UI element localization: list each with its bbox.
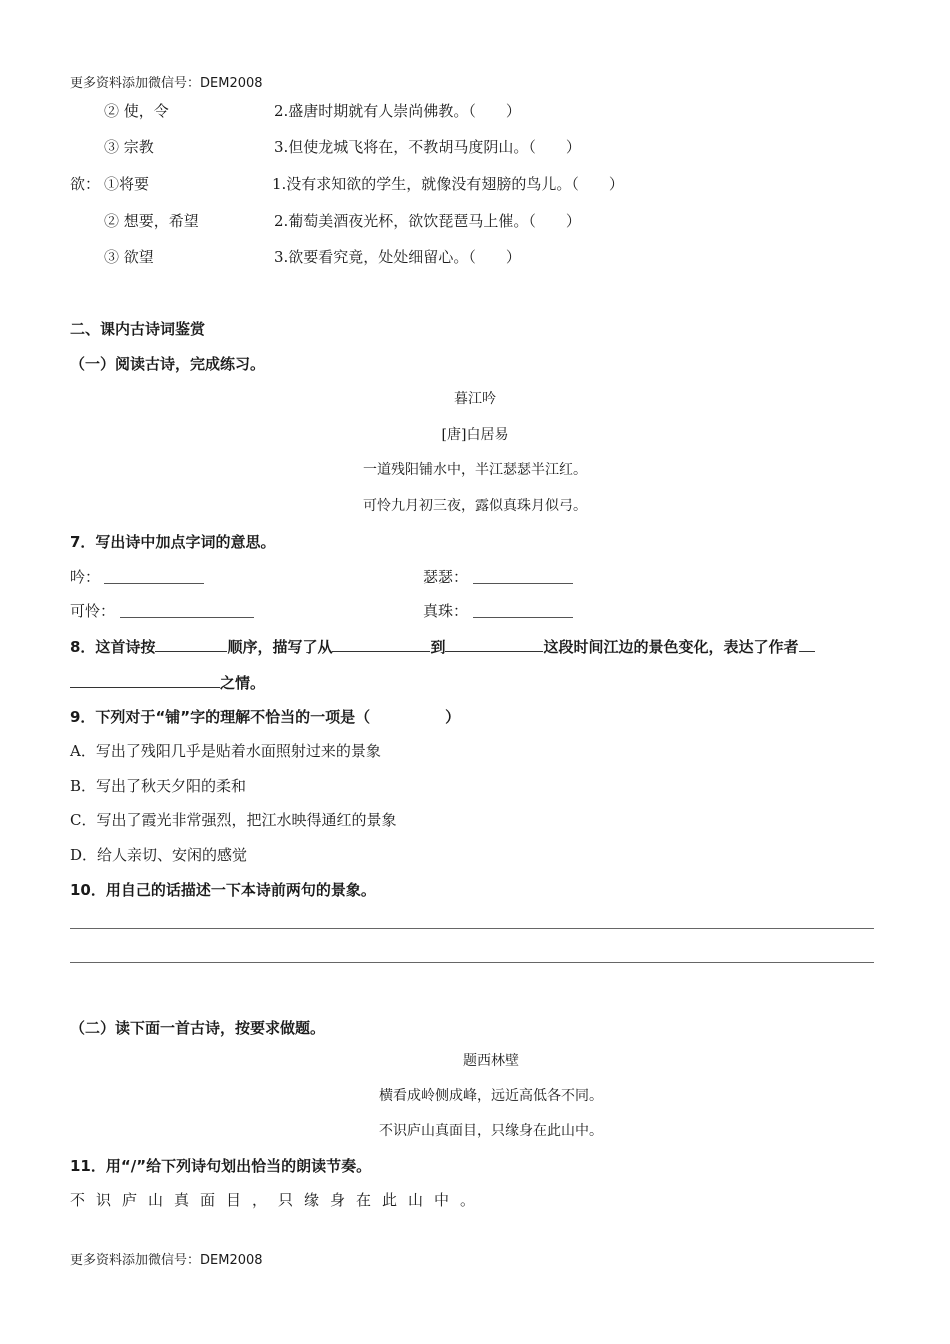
poem-author: [唐]白居易 [441,427,509,443]
answer-line[interactable] [70,962,874,963]
question-8-cont [70,672,265,693]
question-9: 9．下列对于“铺”字的理解不恰当的一项是（ ） [70,708,461,726]
answer-blank[interactable] [473,582,573,584]
q8-text: 8．这首诗按 [70,638,156,656]
poem-title: 暮江吟 [454,391,496,407]
answer-line[interactable] [70,928,874,929]
poem-line: 可怜九月初三夜，露似真珠月似弓。 [363,498,587,514]
q8-text: 这段时间江边的景色变化，表达了作者 [543,638,799,656]
meaning-item: ② 想要，希望 [104,212,199,230]
answer-blank[interactable] [70,673,220,688]
part-title: （一）阅读古诗，完成练习。 [70,355,266,373]
section-title: 二、课内古诗词鉴赏 [70,320,206,338]
poem-line: 不识庐山真面目，只缘身在此山中。 [379,1123,603,1139]
meaning-item: ①将要 [104,175,150,193]
character-label: 欲： [70,175,101,193]
answer-blank[interactable] [104,582,204,584]
question-10: 10．用自己的话描述一下本诗前两句的景象。 [70,881,376,899]
word-label: 可怜： [70,602,116,620]
answer-blank[interactable] [799,637,815,652]
poem-line: 横看成岭侧成峰，远近高低各不同。 [379,1088,603,1104]
meaning-item: ③ 宗教 [104,138,154,156]
word-label: 吟： [70,568,101,586]
footer-note: 更多资料添加微信号：DEM2008 [70,1253,263,1268]
example-sentence: 3.但使龙城飞将在，不教胡马度阴山。（ ） [274,138,581,156]
question-8 [70,636,815,657]
option-a[interactable]: A．写出了残阳几乎是贴着水面照射过来的景象 [70,742,381,760]
answer-blank[interactable] [155,637,227,652]
option-b[interactable]: B．写出了秋天夕阳的柔和 [70,777,247,795]
answer-blank[interactable] [445,637,543,652]
poem-title: 题西林壁 [463,1053,519,1069]
word-label: 真珠： [423,602,469,620]
example-sentence: 2.盛唐时期就有人崇尚佛教。（ ） [274,102,521,120]
meaning-item: ③ 欲望 [104,248,154,266]
rhythm-line[interactable]: 不识庐山真面目，只缘身在此山中。 [70,1191,487,1209]
question-7: 7．写出诗中加点字词的意思。 [70,533,276,551]
answer-blank[interactable] [473,616,573,618]
word-label: 瑟瑟： [423,568,469,586]
meaning-item: ② 使，令 [104,102,169,120]
q8-text: 之情。 [220,674,266,692]
answer-blank[interactable] [120,616,254,618]
header-note: 更多资料添加微信号：DEM2008 [70,76,263,91]
example-sentence: 2.葡萄美酒夜光杯，欲饮琵琶马上催。（ ） [274,212,581,230]
example-sentence: 1.没有求知欲的学生，就像没有翅膀的鸟儿。（ ） [272,175,624,193]
answer-blank[interactable] [332,637,430,652]
poem-line: 一道残阳铺水中，半江瑟瑟半江红。 [363,462,587,478]
part-title: （二）读下面一首古诗，按要求做题。 [70,1019,326,1037]
question-11: 11．用“/”给下列诗句划出恰当的朗读节奏。 [70,1157,372,1175]
q8-text: 到 [430,638,446,656]
example-sentence: 3.欲要看究竟，处处细留心。（ ） [274,248,521,266]
option-c[interactable]: C．写出了霞光非常强烈，把江水映得通红的景象 [70,811,397,829]
option-d[interactable]: D．给人亲切、安闲的感觉 [70,846,248,864]
q8-text: 顺序，描写了从 [227,638,333,656]
